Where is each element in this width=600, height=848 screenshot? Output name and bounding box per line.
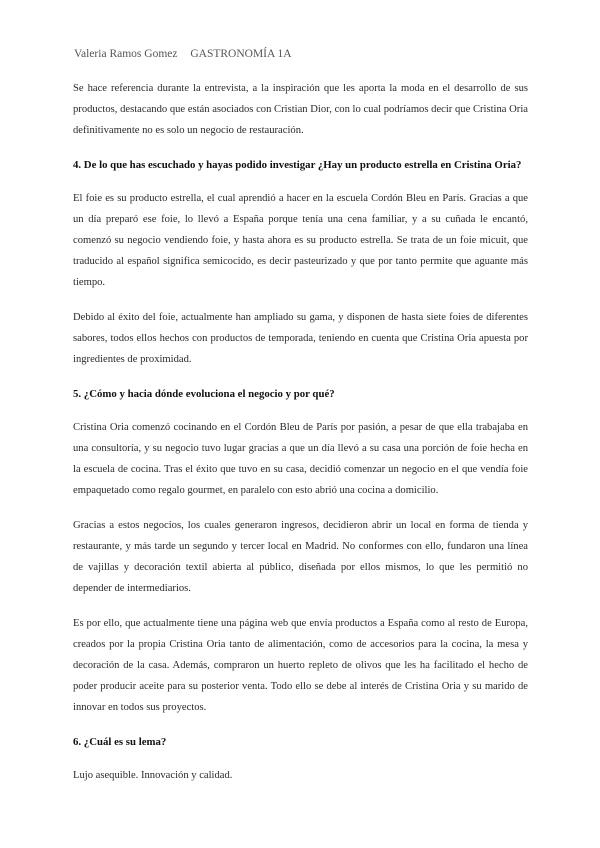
paragraph-fashion-inspiration: Se hace referencia durante la entrevista, a la inspiración que les aporta la moda en el desarrollo de sus productos, destacando que están asociados con Cristian Dior, con lo cual podríamos decir que Cristina Oria definitivamente no es solo un negocio de restauración.	[73, 83, 528, 136]
course-name: GASTRONOMÍA 1A	[190, 48, 292, 60]
paragraph-business-origins: Cristina Oria comenzó cocinando en el Cordón Bleu de París por pasión, a pesar de que ella trabajaba en una consultoría, y su negocio tuvo lugar gracias a que un día llevó a su casa una porción de foie hecha en la escuela de cocina. Tras el éxito que tuvo en su casa, decidió comenzar un negocio en el que vendía foie empaquetado como regalo gourmet, en paralelo con esto abrió una cocina a domicilio.	[73, 422, 528, 496]
paragraph-foie-range: Debido al éxito del foie, actualmente han ampliado su gama, y disponen de hasta siete foies de diferentes sabores, todos ellos hechos con productos de temporada, teniendo en cuenta que Cristina Oria apuesta por ingredientes de proximidad.	[73, 312, 528, 365]
question-6-heading: 6. ¿Cuál es su lema?	[73, 736, 167, 748]
document-body	[73, 78, 528, 800]
question-5-heading: 5. ¿Cómo y hacia dónde evoluciona el negocio y por qué?	[73, 388, 335, 400]
paragraph-foie-star-product: El foie es su producto estrella, el cual aprendió a hacer en la escuela Cordón Bleu en París. Gracias a que un día preparó ese foie, lo llevó a España porque tenía una cena familiar, y a su cuñada le encantó, comenzó su negocio vendiendo foie, y hasta ahora es su producto estrella. Se trata de un foie micuit, que traducido al español significa semicocido, es decir pasteurizado y que por tanto permite que aguante más tiempo.	[73, 193, 528, 288]
question-4-heading: 4. De lo que has escuchado y hayas podido investigar ¿Hay un producto estrella en Cristina Oria?	[73, 159, 522, 171]
page-header	[74, 48, 292, 60]
author-name: Valeria Ramos Gomez	[74, 48, 178, 60]
paragraph-motto: Lujo asequible. Innovación y calidad.	[73, 770, 233, 781]
paragraph-business-expansion: Gracias a estos negocios, los cuales generaron ingresos, decidieron abrir un local en forma de tienda y restaurante, y más tarde un segundo y tercer local en Madrid. No conformes con ello, fundaron una línea de vajillas y decoración textil abierta al público, diseñada por ellos mismos, lo que les permitió no depender de intermediarios.	[73, 520, 528, 594]
paragraph-web-and-olive-grove: Es por ello, que actualmente tiene una página web que envía productos a España como al resto de Europa, creados por la propia Cristina Oria tanto de alimentación, como de accesorios para la cocina, la mesa y decoración de la casa. Además, compraron un huerto repleto de olivos que les ha facilitado el hecho de poder producir aceite para su posterior venta. Todo ello se debe al interés de Cristina Oria y su marido de innovar en todos sus proyectos.	[73, 618, 528, 713]
